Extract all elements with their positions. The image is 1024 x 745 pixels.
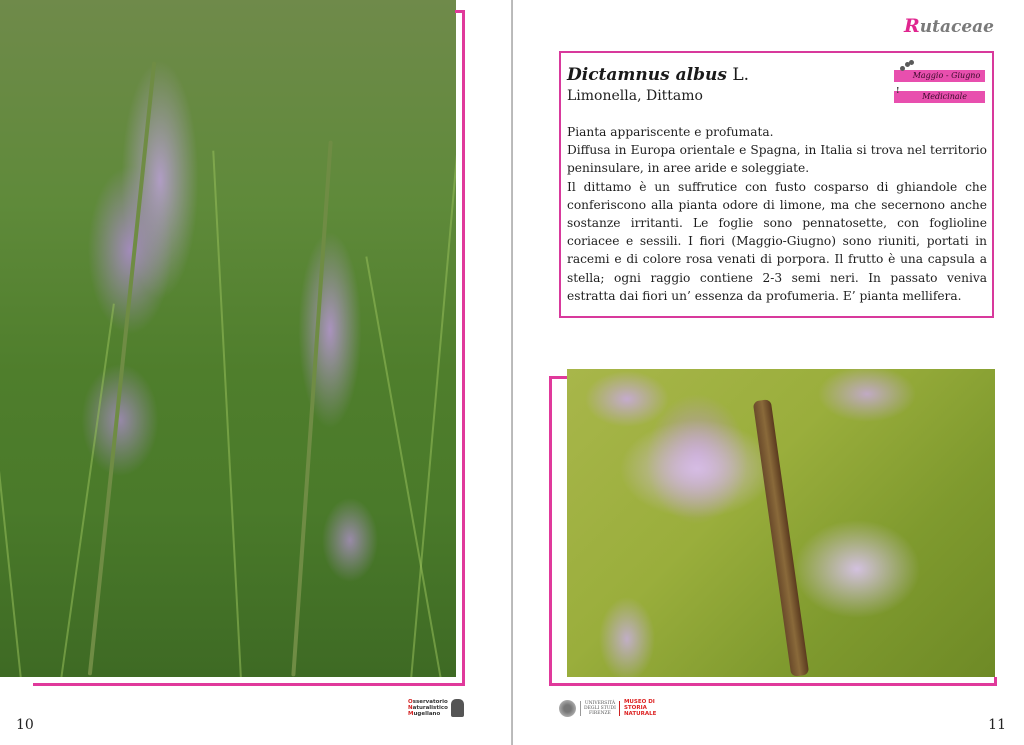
photo-frame-corner: [455, 10, 465, 13]
scientific-name: Dictamnus albus L.: [567, 65, 750, 85]
owl-logo-icon: [451, 699, 464, 717]
page-number-left: 10: [16, 717, 34, 733]
common-names: Limonella, Dittamo: [567, 88, 703, 104]
family-title: Rutaceae: [903, 15, 994, 37]
photo-frame-corner: [994, 677, 997, 686]
exclamation-icon: !: [896, 85, 900, 95]
osservatorio-logo: Osservatorio Naturalistico Mugellano: [408, 699, 464, 717]
flowering-period-badge: Maggio - Giugno: [894, 70, 985, 82]
species-description: Pianta appariscente e profumata. Diffusa in Europa orientale e Spagna, in Italia si trova nel territorio peninsulare, in aree aride e soleggiate. Il dittamo è un suffrutice con fusto cosparso di ghiandole che conferiscono alla pianta odore di limone, ma che secernono anche sostanze irritanti. Le foglie sono pennatosette, con foglioline coriacee e sessili. I fiori (Maggio-Giugno) sono riuniti, portati in racemi e di colore rosa venati di porpora. Il frutto è una capsula a stella; ogni raggio contiene 2-3 semi neri. In passato veniva estratta dai fiori un’ essenza da profumeria. E’ pianta mellifera.: [567, 125, 987, 303]
university-seal-icon: [559, 700, 576, 717]
photo-frame: [33, 10, 465, 686]
right-page: [513, 0, 1024, 745]
use-badge: ! Medicinale: [894, 91, 985, 103]
flower-closeup-photo: [567, 369, 995, 677]
species-info-box: [559, 51, 994, 318]
page-number-right: 11: [988, 717, 1006, 733]
photo-frame-bottom: [549, 683, 997, 686]
university-museum-logo: UNIVERSITÀ DEGLI STUDI FIRENZE MUSEO DI STORIA NATURALE: [559, 699, 656, 717]
flowering-period-icon: [900, 60, 914, 74]
